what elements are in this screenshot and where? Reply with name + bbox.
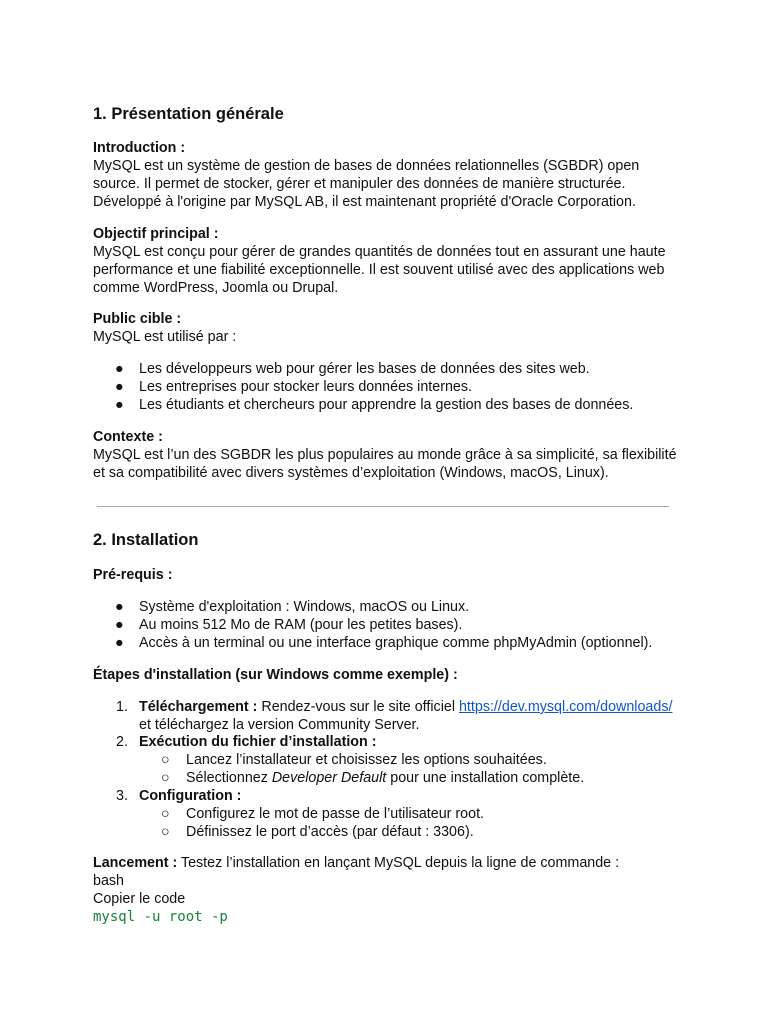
list-item (93, 598, 683, 616)
step-line (139, 699, 672, 715)
lancement-label: Lancement : (93, 855, 178, 871)
bullet-icon: ● (115, 361, 124, 377)
developer-default-emphasis: Developer Default (271, 770, 387, 786)
introduction-block (93, 139, 683, 211)
public-block (93, 310, 683, 346)
sub-item-text-post: pour une installation complète. (386, 770, 585, 786)
objectif-line: performance et une fiabilité exceptionnelle. Il est souvent utilisé avec des applications web (93, 262, 665, 278)
list-item-text: Système d'exploitation : Windows, macOS ou Linux. (139, 599, 470, 615)
contexte-line: et sa compatibilité avec divers systèmes d’exploitation (Windows, macOS, Linux). (93, 465, 609, 481)
public-bullet-list (93, 360, 683, 414)
step-body (139, 698, 679, 734)
list-item-text: Les entreprises pour stocker leurs données internes. (139, 379, 472, 395)
list-item-text: Accès à un terminal ou une interface graphique comme phpMyAdmin (optionnel). (139, 635, 653, 651)
contexte-label: Contexte : (93, 429, 163, 445)
step-text-line2: et téléchargez la version Community Server. (139, 717, 420, 733)
sub-item-text: Configurez le mot de passe de l’utilisateur root. (186, 806, 485, 822)
mysql-downloads-link[interactable]: https://dev.mysql.com/downloads/ (458, 699, 673, 715)
step-body (139, 733, 679, 751)
step-number: 2. (116, 734, 128, 750)
sub-item-text: Définissez le port d’accès (par défaut : 3306). (186, 824, 474, 840)
circle-bullet-icon: ○ (161, 770, 170, 786)
circle-bullet-icon: ○ (161, 806, 170, 822)
step-title: Exécution du fichier d’installation : (139, 734, 377, 750)
section-title-installation: 2. Installation (93, 531, 199, 549)
contexte-line: MySQL est l’un des SGBDR les plus populaires au monde grâce à sa simplicité, sa flexibilité (93, 447, 677, 463)
install-step-3 (93, 787, 683, 805)
prereq-label: Pré-requis : (93, 567, 173, 583)
lancement-line (93, 854, 619, 872)
public-label: Public cible : (93, 311, 182, 327)
step-body (139, 787, 679, 805)
introduction-line: source. Il permet de stocker, gérer et manipuler des données de manière structurée. (93, 176, 626, 192)
objectif-label: Objectif principal : (93, 226, 219, 242)
code-snippet: mysql -u root -p (93, 909, 228, 925)
introduction-line: MySQL est un système de gestion de bases de données relationnelles (SGBDR) open (93, 158, 640, 174)
step-title: Téléchargement : (139, 699, 258, 715)
public-intro: MySQL est utilisé par : (93, 329, 237, 345)
code-language-label: bash (93, 873, 125, 889)
prereq-block (93, 566, 683, 584)
objectif-line: MySQL est conçu pour gérer de grandes quantités de données tout en assurant une haute (93, 244, 666, 260)
list-item-text: Les développeurs web pour gérer les bases de données des sites web. (139, 361, 590, 377)
list-item-text: Les étudiants et chercheurs pour apprendre la gestion des bases de données. (139, 397, 634, 413)
lancement-text: Testez l’installation en lançant MySQL depuis la ligne de commande : (177, 855, 620, 871)
install-step-2 (93, 733, 683, 751)
objectif-line: comme WordPress, Joomla ou Drupal. (93, 280, 339, 296)
section-title-presentation: 1. Présentation générale (93, 105, 284, 123)
objectif-block (93, 225, 683, 297)
step-number: 1. (116, 699, 128, 715)
bullet-icon: ● (115, 617, 124, 633)
step-title: Configuration : (139, 788, 242, 804)
etapes-label: Étapes d'installation (sur Windows comme exemple) : (93, 667, 458, 683)
bullet-icon: ● (115, 379, 124, 395)
step-number: 3. (116, 788, 128, 804)
introduction-label: Introduction : (93, 140, 186, 156)
list-item (93, 634, 683, 652)
list-item-text: Au moins 512 Mo de RAM (pour les petites bases). (139, 617, 463, 633)
contexte-block (93, 428, 683, 482)
sub-item-text-pre: Sélectionnez (186, 770, 272, 786)
prereq-bullet-list (93, 598, 683, 652)
introduction-line: Développé à l'origine par MySQL AB, il est maintenant propriété d'Oracle Corporation. (93, 194, 636, 210)
sub-item-text: Lancez l’installateur et choisissez les options souhaitées. (186, 752, 547, 768)
list-item (93, 378, 683, 396)
bullet-icon: ● (115, 599, 124, 615)
section-divider (97, 506, 669, 507)
circle-bullet-icon: ○ (161, 752, 170, 768)
bullet-icon: ● (115, 397, 124, 413)
sub-item-text (186, 769, 584, 787)
step-text: Rendez-vous sur le site officiel (257, 699, 459, 715)
bullet-icon: ● (115, 635, 124, 651)
install-step-1 (93, 698, 683, 734)
copy-code-button[interactable]: Copier le code (93, 891, 186, 907)
etapes-block (93, 666, 683, 684)
list-item (93, 360, 683, 378)
list-item (93, 396, 683, 414)
list-item (93, 616, 683, 634)
circle-bullet-icon: ○ (161, 824, 170, 840)
